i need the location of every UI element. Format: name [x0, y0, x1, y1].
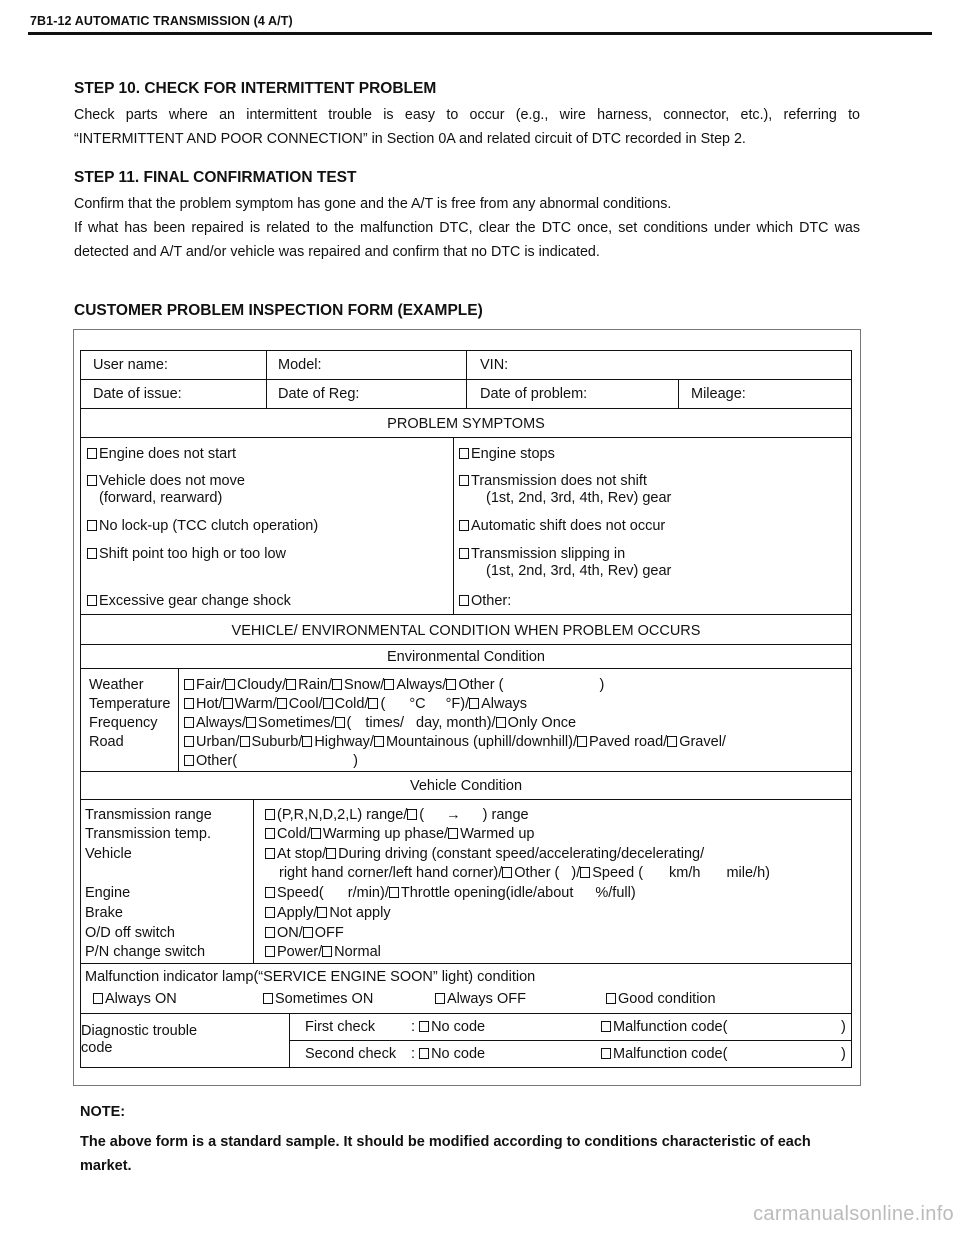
- checkbox-icon: [184, 717, 194, 728]
- checkbox-icon: [459, 595, 469, 606]
- veh-label-od: O/D off switch: [85, 925, 175, 941]
- env-road-other: Other( ): [184, 751, 358, 771]
- date-of-issue-label: Date of issue:: [93, 386, 182, 402]
- symptom-slipping: Transmission slipping in: [459, 544, 625, 564]
- user-name-label: User name:: [93, 357, 168, 373]
- checkbox-icon: [87, 595, 97, 606]
- checkbox-icon: [580, 867, 590, 878]
- checkbox-icon: [326, 848, 336, 859]
- checkbox-icon: [459, 475, 469, 486]
- checkbox-icon: [265, 828, 275, 839]
- symptom-engine-no-start: Engine does not start: [87, 444, 236, 464]
- veh-vehicle-options: At stop/ During driving (constant speed/accelerating/decelerating/: [265, 844, 704, 864]
- dtc-second-check: Second check: [305, 1046, 397, 1062]
- step10-line1: Check parts where an intermittent trouble is easy to occur (e.g., wire harness, connector, etc.), referring to: [74, 107, 860, 123]
- checkbox-icon: [87, 475, 97, 486]
- checkbox-icon: [225, 679, 235, 690]
- env-details-row: [81, 669, 851, 772]
- model-label: Model:: [278, 357, 322, 373]
- dtc-first-close: ): [841, 1019, 846, 1035]
- checkbox-icon: [407, 809, 417, 820]
- checkbox-icon: [303, 927, 313, 938]
- checkbox-icon: [265, 946, 275, 957]
- symptom-shift-point: Shift point too high or too low: [87, 544, 286, 564]
- dtc-second-malfunction: Malfunction code(: [601, 1044, 727, 1064]
- mil-row: [81, 964, 851, 1014]
- env-label-frequency: Frequency: [89, 715, 158, 731]
- dtc-first-check: First check: [305, 1019, 376, 1035]
- dtc-row: [81, 1014, 851, 1067]
- checkbox-icon: [184, 755, 194, 766]
- veh-brake-options: Apply/ Not apply: [265, 903, 391, 923]
- checkbox-icon: [601, 1021, 611, 1032]
- checkbox-icon: [601, 1048, 611, 1059]
- checkbox-icon: [87, 548, 97, 559]
- checkbox-icon: [184, 698, 194, 709]
- vin-label: VIN:: [480, 357, 509, 373]
- checkbox-icon: [184, 736, 194, 747]
- checkbox-icon: [317, 907, 327, 918]
- checkbox-icon: [446, 679, 456, 690]
- checkbox-icon: [606, 993, 616, 1004]
- checkbox-icon: [302, 736, 312, 747]
- symptoms-title: PROBLEM SYMPTOMS: [387, 416, 545, 432]
- dtc-first-malfunction: Malfunction code(: [601, 1017, 727, 1037]
- symptom-slipping-gear: (1st, 2nd, 3rd, 4th, Rev) gear: [486, 563, 672, 579]
- checkbox-icon: [667, 736, 677, 747]
- note-title: NOTE:: [80, 1104, 126, 1120]
- symptom-no-lockup: No lock-up (TCC clutch operation): [87, 516, 318, 536]
- form-row-ids: [81, 351, 851, 380]
- vehicle-env-title-row: [81, 615, 851, 645]
- checkbox-icon: [384, 679, 394, 690]
- veh-engine-options: Speed( r/min)/ Throttle opening(idle/about %/full): [265, 883, 636, 903]
- dtc-first-nocode: : No code: [411, 1019, 486, 1035]
- checkbox-icon: [311, 828, 321, 839]
- checkbox-icon: [459, 548, 469, 559]
- checkbox-icon: [184, 679, 194, 690]
- veh-pn-options: Power/ Normal: [265, 942, 381, 962]
- symptom-other: Other:: [459, 591, 511, 611]
- checkbox-icon: [265, 887, 275, 898]
- checkbox-icon: [240, 736, 250, 747]
- env-title: Environmental Condition: [387, 649, 545, 665]
- checkbox-icon: [389, 887, 399, 898]
- step10-line2: “INTERMITTENT AND POOR CONNECTION” in Section 0A and related circuit of DTC recorded in Step 2.: [74, 131, 746, 147]
- checkbox-icon: [496, 717, 506, 728]
- header-rule: [28, 32, 932, 35]
- note-text: The above form is a standard sample. It should be modified according to conditions characteristic of each market.: [80, 1134, 811, 1174]
- checkbox-icon: [87, 448, 97, 459]
- mil-good-condition: Good condition: [606, 989, 716, 1009]
- checkbox-icon: [419, 1048, 429, 1059]
- checkbox-icon: [277, 698, 287, 709]
- env-temperature-options: Hot/ Warm/ Cool/ Cold/ ( °C °F)/ Always: [184, 694, 527, 714]
- veh-temp-options: Cold/ Warming up phase/ Warmed up: [265, 824, 534, 844]
- veh-range-options: (P,R,N,D,2,L) range/ ( → ) range: [265, 805, 529, 825]
- mil-title: Malfunction indicator lamp(“SERVICE ENGINE SOON” light) condition: [85, 969, 536, 985]
- checkbox-icon: [323, 698, 333, 709]
- veh-label-range: Transmission range: [85, 807, 212, 823]
- env-road-options: Urban/ Suburb/ Highway/ Mountainous (uphill/downhill)/ Paved road/ Gravel/: [184, 732, 726, 752]
- checkbox-icon: [435, 993, 445, 1004]
- checkbox-icon: [265, 848, 275, 859]
- arrow-icon: →: [446, 807, 461, 823]
- symptom-direction: (forward, rearward): [99, 490, 223, 506]
- form-title: CUSTOMER PROBLEM INSPECTION FORM (EXAMPLE): [74, 302, 483, 319]
- checkbox-icon: [419, 1021, 429, 1032]
- env-weather-options: Fair/ Cloudy/ Rain/ Snow/ Always/ Other ( ): [184, 675, 604, 695]
- checkbox-icon: [335, 717, 345, 728]
- dtc-second-nocode: : No code: [411, 1046, 486, 1062]
- mileage-label: Mileage:: [691, 386, 746, 402]
- checkbox-icon: [223, 698, 233, 709]
- date-of-problem-label: Date of problem:: [480, 386, 588, 402]
- mil-sometimes-on: Sometimes ON: [263, 989, 373, 1009]
- step11-line2: If what has been repaired is related to the malfunction DTC, clear the DTC once, set conditions under which DTC was detected and A/T and/or vehicle was repaired and confirm that no DTC is indicated.: [74, 220, 860, 260]
- checkbox-icon: [265, 927, 275, 938]
- env-label-road: Road: [89, 734, 124, 750]
- step10-title: STEP 10. CHECK FOR INTERMITTENT PROBLEM: [74, 80, 437, 97]
- checkbox-icon: [448, 828, 458, 839]
- checkbox-icon: [502, 867, 512, 878]
- symptom-vehicle-no-move: Vehicle does not move: [87, 471, 245, 491]
- date-of-reg-label: Date of Reg:: [278, 386, 360, 402]
- symptom-shift-shock: Excessive gear change shock: [87, 591, 291, 611]
- checkbox-icon: [286, 679, 296, 690]
- form-row-dates: [81, 380, 851, 409]
- page-header: 7B1-12 AUTOMATIC TRANSMISSION (4 A/T): [30, 14, 293, 28]
- veh-title-row: [81, 772, 851, 800]
- env-frequency-options: Always/ Sometimes/ ( times/ day, month)/ Only Once: [184, 713, 576, 733]
- checkbox-icon: [246, 717, 256, 728]
- veh-details-row: [81, 800, 851, 964]
- symptom-auto-shift: Automatic shift does not occur: [459, 516, 665, 536]
- checkbox-icon: [469, 698, 479, 709]
- watermark: carmanualsonline.info: [753, 1203, 954, 1225]
- veh-label-temp: Transmission temp.: [85, 826, 211, 842]
- veh-od-options: ON/ OFF: [265, 923, 344, 943]
- veh-label-engine: Engine: [85, 885, 131, 901]
- dtc-label-2: code: [81, 1040, 113, 1056]
- checkbox-icon: [265, 907, 275, 918]
- checkbox-icon: [322, 946, 332, 957]
- symptoms-title-row: [81, 409, 851, 438]
- env-title-row: [81, 645, 851, 669]
- symptom-engine-stops: Engine stops: [459, 444, 555, 464]
- dtc-label-1: Diagnostic trouble: [81, 1023, 198, 1039]
- step11-title: STEP 11. FINAL CONFIRMATION TEST: [74, 169, 357, 186]
- checkbox-icon: [459, 448, 469, 459]
- checkbox-icon: [265, 809, 275, 820]
- vehicle-env-title: VEHICLE/ ENVIRONMENTAL CONDITION WHEN PROBLEM OCCURS: [231, 623, 701, 639]
- mil-always-on: Always ON: [93, 989, 177, 1009]
- veh-label-pn: P/N change switch: [85, 944, 206, 960]
- mil-always-off: Always OFF: [435, 989, 526, 1009]
- veh-label-brake: Brake: [85, 905, 123, 921]
- env-label-temperature: Temperature: [89, 696, 171, 712]
- checkbox-icon: [459, 520, 469, 531]
- veh-vehicle-options-2: right hand corner/left hand corner)/ Other ( )/ Speed ( km/h mile/h): [279, 865, 770, 881]
- inspection-form: [80, 350, 852, 1068]
- checkbox-icon: [368, 698, 378, 709]
- dtc-second-close: ): [841, 1046, 846, 1062]
- checkbox-icon: [263, 993, 273, 1004]
- symptom-no-shift-gear: (1st, 2nd, 3rd, 4th, Rev) gear: [486, 490, 672, 506]
- step11-line1: Confirm that the problem symptom has gone and the A/T is free from any abnormal conditions.: [74, 196, 672, 212]
- checkbox-icon: [577, 736, 587, 747]
- env-label-weather: Weather: [89, 677, 144, 693]
- checkbox-icon: [93, 993, 103, 1004]
- checkbox-icon: [332, 679, 342, 690]
- veh-title: Vehicle Condition: [409, 778, 523, 794]
- veh-label-vehicle: Vehicle: [85, 846, 132, 862]
- checkbox-icon: [87, 520, 97, 531]
- symptoms-row: [81, 438, 851, 615]
- checkbox-icon: [374, 736, 384, 747]
- symptom-no-shift: Transmission does not shift: [459, 471, 647, 491]
